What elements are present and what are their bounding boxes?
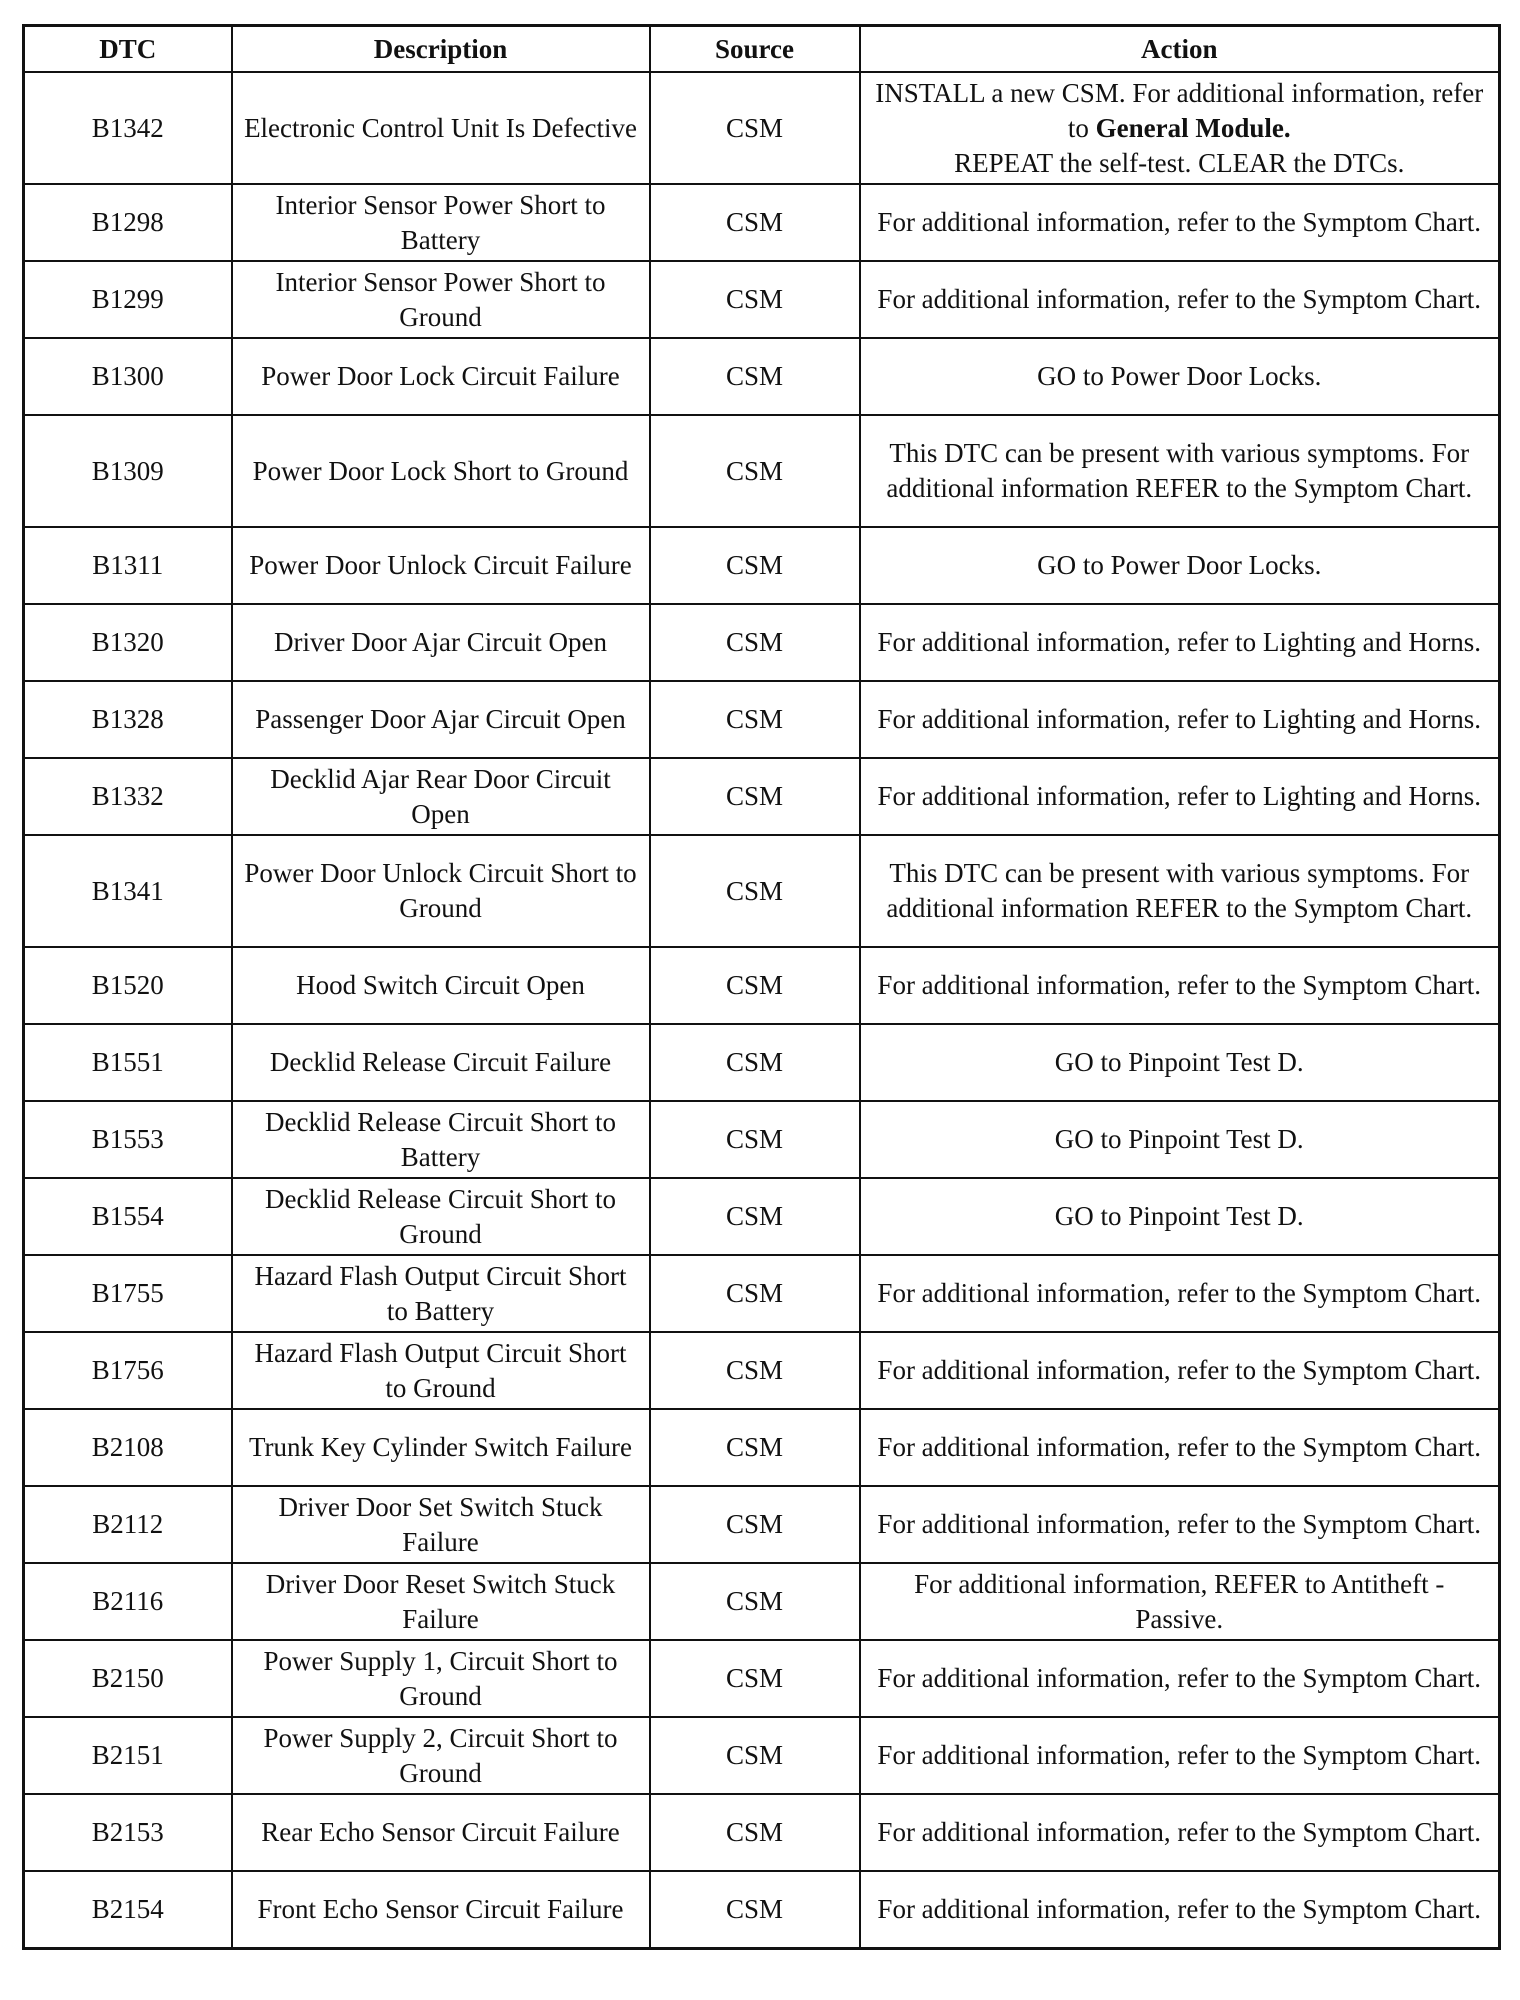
action-reference-bold: General Module. <box>1095 112 1291 143</box>
header-dtc: DTC <box>24 26 232 73</box>
dtc-code-cell: B2151 <box>24 1717 232 1794</box>
dtc-code-cell: B1311 <box>24 527 232 604</box>
dtc-code-cell: B1756 <box>24 1332 232 1409</box>
action-cell: For additional information, REFER to Antitheft - Passive. <box>860 1563 1500 1640</box>
header-action: Action <box>860 26 1500 73</box>
header-description: Description <box>232 26 650 73</box>
description-cell: Decklid Release Circuit Failure <box>232 1024 650 1101</box>
dtc-table <box>22 24 1501 1950</box>
description-cell: Decklid Release Circuit Short to Battery <box>232 1101 650 1178</box>
description-cell: Rear Echo Sensor Circuit Failure <box>232 1794 650 1871</box>
source-cell: CSM <box>650 1563 860 1640</box>
table-row <box>24 1640 1500 1717</box>
description-cell: Decklid Release Circuit Short to Ground <box>232 1178 650 1255</box>
action-cell: This DTC can be present with various symptoms. For additional information REFER to the Symptom Chart. <box>860 415 1500 527</box>
dtc-code-cell: B1309 <box>24 415 232 527</box>
source-cell: CSM <box>650 1332 860 1409</box>
action-cell: GO to Pinpoint Test D. <box>860 1101 1500 1178</box>
dtc-code-cell: B1554 <box>24 1178 232 1255</box>
action-cell: For additional information, refer to Lighting and Horns. <box>860 758 1500 835</box>
action-cell: For additional information, refer to the Symptom Chart. <box>860 1717 1500 1794</box>
dtc-code-cell: B1755 <box>24 1255 232 1332</box>
description-cell: Power Door Lock Circuit Failure <box>232 338 650 415</box>
source-cell: CSM <box>650 1255 860 1332</box>
action-cell: For additional information, refer to the Symptom Chart. <box>860 1409 1500 1486</box>
table-row <box>24 184 1500 261</box>
action-cell: GO to Power Door Locks. <box>860 527 1500 604</box>
description-cell: Hood Switch Circuit Open <box>232 947 650 1024</box>
dtc-code-cell: B1320 <box>24 604 232 681</box>
description-cell: Passenger Door Ajar Circuit Open <box>232 681 650 758</box>
action-cell: GO to Pinpoint Test D. <box>860 1178 1500 1255</box>
dtc-code-cell: B2154 <box>24 1871 232 1949</box>
dtc-code-cell: B1520 <box>24 947 232 1024</box>
action-cell: For additional information, refer to Lighting and Horns. <box>860 604 1500 681</box>
description-cell: Power Supply 1, Circuit Short to Ground <box>232 1640 650 1717</box>
action-text: INSTALL a new CSM. For additional information, refer to <box>875 77 1484 143</box>
action-cell: For additional information, refer to the Symptom Chart. <box>860 1332 1500 1409</box>
source-cell: CSM <box>650 681 860 758</box>
table-row <box>24 604 1500 681</box>
table-row <box>24 947 1500 1024</box>
table-row <box>24 72 1500 184</box>
table-body <box>24 72 1500 1949</box>
description-cell: Driver Door Set Switch Stuck Failure <box>232 1486 650 1563</box>
action-cell: For additional information, refer to the Symptom Chart. <box>860 1640 1500 1717</box>
source-cell: CSM <box>650 1178 860 1255</box>
action-cell: This DTC can be present with various symptoms. For additional information REFER to the Symptom Chart. <box>860 835 1500 947</box>
dtc-code-cell: B1328 <box>24 681 232 758</box>
table-row <box>24 1717 1500 1794</box>
source-cell: CSM <box>650 758 860 835</box>
dtc-code-cell: B1332 <box>24 758 232 835</box>
dtc-code-cell: B1341 <box>24 835 232 947</box>
source-cell: CSM <box>650 184 860 261</box>
source-cell: CSM <box>650 527 860 604</box>
action-cell: For additional information, refer to the Symptom Chart. <box>860 1794 1500 1871</box>
table-row <box>24 1101 1500 1178</box>
action-cell: For additional information, refer to the Symptom Chart. <box>860 184 1500 261</box>
description-cell: Power Supply 2, Circuit Short to Ground <box>232 1717 650 1794</box>
table-row <box>24 1178 1500 1255</box>
description-cell: Trunk Key Cylinder Switch Failure <box>232 1409 650 1486</box>
dtc-code-cell: B1553 <box>24 1101 232 1178</box>
dtc-code-cell: B2112 <box>24 1486 232 1563</box>
table-row <box>24 835 1500 947</box>
table-row <box>24 338 1500 415</box>
source-cell: CSM <box>650 1101 860 1178</box>
table-row <box>24 758 1500 835</box>
dtc-code-cell: B1300 <box>24 338 232 415</box>
table-row <box>24 1794 1500 1871</box>
description-cell: Power Door Lock Short to Ground <box>232 415 650 527</box>
description-cell: Interior Sensor Power Short to Battery <box>232 184 650 261</box>
source-cell: CSM <box>650 1409 860 1486</box>
source-cell: CSM <box>650 338 860 415</box>
source-cell: CSM <box>650 415 860 527</box>
description-cell: Interior Sensor Power Short to Ground <box>232 261 650 338</box>
source-cell: CSM <box>650 1794 860 1871</box>
source-cell: CSM <box>650 1717 860 1794</box>
table-row <box>24 1409 1500 1486</box>
dtc-code-cell: B2150 <box>24 1640 232 1717</box>
dtc-code-cell: B1551 <box>24 1024 232 1101</box>
description-cell: Decklid Ajar Rear Door Circuit Open <box>232 758 650 835</box>
action-cell: For additional information, refer to the Symptom Chart. <box>860 947 1500 1024</box>
action-cell: For additional information, refer to the Symptom Chart. <box>860 1486 1500 1563</box>
source-cell: CSM <box>650 835 860 947</box>
description-cell: Hazard Flash Output Circuit Short to Battery <box>232 1255 650 1332</box>
description-cell: Front Echo Sensor Circuit Failure <box>232 1871 650 1949</box>
table-header <box>24 26 1500 73</box>
table-row <box>24 1563 1500 1640</box>
description-cell: Power Door Unlock Circuit Short to Ground <box>232 835 650 947</box>
action-cell: GO to Pinpoint Test D. <box>860 1024 1500 1101</box>
source-cell: CSM <box>650 1486 860 1563</box>
table-row <box>24 681 1500 758</box>
description-cell: Driver Door Ajar Circuit Open <box>232 604 650 681</box>
table-row <box>24 1024 1500 1101</box>
source-cell: CSM <box>650 1024 860 1101</box>
description-cell: Hazard Flash Output Circuit Short to Ground <box>232 1332 650 1409</box>
description-cell: Power Door Unlock Circuit Failure <box>232 527 650 604</box>
action-cell: For additional information, refer to the Symptom Chart. <box>860 261 1500 338</box>
dtc-code-cell: B2108 <box>24 1409 232 1486</box>
dtc-code-cell: B1342 <box>24 72 232 184</box>
table-row <box>24 1255 1500 1332</box>
table-row <box>24 1871 1500 1949</box>
description-cell: Driver Door Reset Switch Stuck Failure <box>232 1563 650 1640</box>
source-cell: CSM <box>650 947 860 1024</box>
action-text-continued: REPEAT the self-test. CLEAR the DTCs. <box>954 147 1405 178</box>
table-row <box>24 1332 1500 1409</box>
action-cell: For additional information, refer to Lighting and Horns. <box>860 681 1500 758</box>
source-cell: CSM <box>650 1871 860 1949</box>
description-cell: Electronic Control Unit Is Defective <box>232 72 650 184</box>
action-cell <box>860 72 1500 184</box>
source-cell: CSM <box>650 261 860 338</box>
source-cell: CSM <box>650 604 860 681</box>
table-row <box>24 527 1500 604</box>
table-row <box>24 1486 1500 1563</box>
dtc-code-cell: B2116 <box>24 1563 232 1640</box>
action-cell: For additional information, refer to the Symptom Chart. <box>860 1871 1500 1949</box>
dtc-code-cell: B1298 <box>24 184 232 261</box>
table-row <box>24 415 1500 527</box>
dtc-code-cell: B1299 <box>24 261 232 338</box>
action-cell: For additional information, refer to the Symptom Chart. <box>860 1255 1500 1332</box>
source-cell: CSM <box>650 1640 860 1717</box>
table-row <box>24 261 1500 338</box>
header-row <box>24 26 1500 73</box>
source-cell: CSM <box>650 72 860 184</box>
action-cell: GO to Power Door Locks. <box>860 338 1500 415</box>
header-source: Source <box>650 26 860 73</box>
dtc-code-cell: B2153 <box>24 1794 232 1871</box>
